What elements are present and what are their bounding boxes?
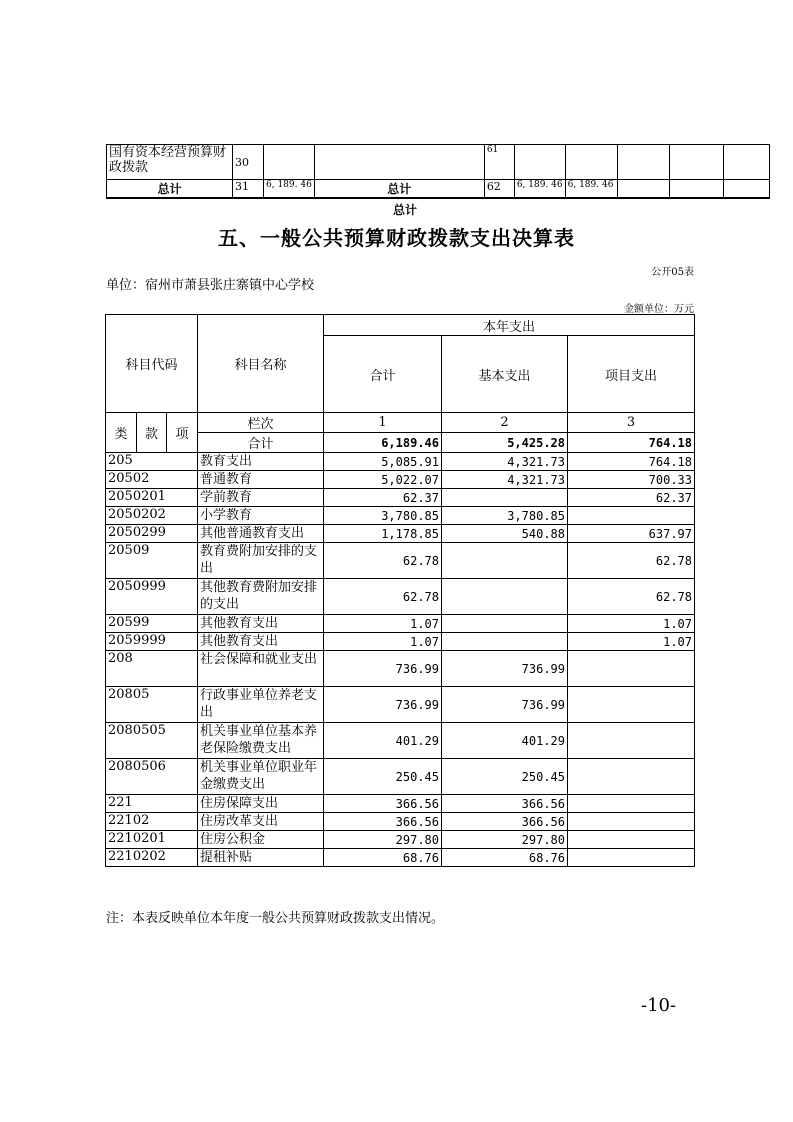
basic-value xyxy=(442,615,568,633)
table-row xyxy=(106,543,695,579)
subject-name: 提租补贴 xyxy=(198,849,324,867)
subject-code: 2050999 xyxy=(106,579,198,615)
subject-code: 2050201 xyxy=(106,489,198,507)
subject-code: 20509 xyxy=(106,543,198,579)
basic-value: 297.80 xyxy=(442,831,568,849)
total-value: 366.56 xyxy=(324,795,442,813)
sum-basic: 5,425.28 xyxy=(442,433,568,453)
header-lei: 类 xyxy=(106,413,137,453)
table-row xyxy=(106,633,695,651)
header-col3: 3 xyxy=(568,413,695,433)
row-number: 31 xyxy=(233,180,264,199)
subject-name: 社会保障和就业支出 xyxy=(198,651,324,687)
subject-name: 住房公积金 xyxy=(198,831,324,849)
basic-value xyxy=(442,633,568,651)
project-value: 62.37 xyxy=(568,489,695,507)
page-number: -10- xyxy=(641,995,677,1016)
project-value xyxy=(568,687,695,723)
basic-value: 68.76 xyxy=(442,849,568,867)
subject-name: 教育费附加安排的支出 xyxy=(198,543,324,579)
table-row xyxy=(106,489,695,507)
header-total: 合计 xyxy=(324,336,442,413)
subject-name: 住房改革支出 xyxy=(198,813,324,831)
header-year-spend: 本年支出 xyxy=(324,315,695,336)
basic-value: 4,321.73 xyxy=(442,453,568,471)
table-row xyxy=(106,471,695,489)
total-value: 250.45 xyxy=(324,759,442,795)
project-value: 1.07 xyxy=(568,615,695,633)
total-label: 总计 xyxy=(314,180,484,199)
header-basic: 基本支出 xyxy=(442,336,568,413)
total-value: 366.56 xyxy=(324,813,442,831)
amount-unit-label: 金额单位：万元 xyxy=(624,304,694,315)
row-number: 62 xyxy=(484,180,514,199)
basic-value: 250.45 xyxy=(442,759,568,795)
page-title: 五、一般公共预算财政拨款支出决算表 xyxy=(218,226,575,250)
project-value xyxy=(568,795,695,813)
subject-name: 其他教育支出 xyxy=(198,633,324,651)
table-row xyxy=(106,849,695,867)
subject-code: 2050299 xyxy=(106,525,198,543)
overflow-total-label: 总计 xyxy=(393,203,418,217)
basic-value xyxy=(442,579,568,615)
subject-code: 2050202 xyxy=(106,507,198,525)
subject-code: 2210201 xyxy=(106,831,198,849)
subject-name: 住房保障支出 xyxy=(198,795,324,813)
form-number: 公开05表 xyxy=(651,267,694,278)
basic-value: 401.29 xyxy=(442,723,568,759)
project-value xyxy=(568,651,695,687)
project-value xyxy=(568,813,695,831)
project-value xyxy=(568,507,695,525)
subject-code: 20599 xyxy=(106,615,198,633)
sum-total: 6,189.46 xyxy=(324,433,442,453)
subject-name: 机关事业单位职业年金缴费支出 xyxy=(198,759,324,795)
row-number: 61 xyxy=(484,145,514,180)
subject-code: 22102 xyxy=(106,813,198,831)
table-row xyxy=(106,579,695,615)
total-value: 62.37 xyxy=(324,489,442,507)
basic-value: 540.88 xyxy=(442,525,568,543)
header-xiang: 项 xyxy=(167,413,198,453)
total-value: 736.99 xyxy=(324,687,442,723)
subject-code: 2080506 xyxy=(106,759,198,795)
table-row xyxy=(106,615,695,633)
header-project: 项目支出 xyxy=(568,336,695,413)
total-label: 总计 xyxy=(107,180,233,199)
table-row xyxy=(106,831,695,849)
total-value: 1.07 xyxy=(324,615,442,633)
project-value: 62.78 xyxy=(568,579,695,615)
subject-name: 普通教育 xyxy=(198,471,324,489)
subject-code: 20502 xyxy=(106,471,198,489)
project-value: 62.78 xyxy=(568,543,695,579)
header-name: 科目名称 xyxy=(198,315,324,413)
subject-name: 其他教育费附加安排的支出 xyxy=(198,579,324,615)
footnote: 注：本表反映单位本年度一般公共预算财政拨款支出情况。 xyxy=(106,911,445,926)
table-row xyxy=(106,759,695,795)
subject-code: 2210202 xyxy=(106,849,198,867)
subject-code: 2080505 xyxy=(106,723,198,759)
basic-value: 366.56 xyxy=(442,813,568,831)
project-value: 764.18 xyxy=(568,453,695,471)
total-value: 6, 189. 46 xyxy=(514,180,565,199)
subject-code: 205 xyxy=(106,453,198,471)
total-value: 1,178.85 xyxy=(324,525,442,543)
total-value: 5,085.91 xyxy=(324,453,442,471)
basic-value: 736.99 xyxy=(442,651,568,687)
row-number: 30 xyxy=(233,145,264,180)
project-value: 637.97 xyxy=(568,525,695,543)
total-value: 68.76 xyxy=(324,849,442,867)
table-row xyxy=(106,651,695,687)
table-row xyxy=(106,813,695,831)
total-value: 297.80 xyxy=(324,831,442,849)
expenditure-table xyxy=(105,314,695,867)
total-value: 6, 189. 46 xyxy=(264,180,315,199)
table-row xyxy=(106,795,695,813)
project-value xyxy=(568,759,695,795)
basic-value xyxy=(442,543,568,579)
table-row xyxy=(106,723,695,759)
subject-name: 机关事业单位基本养老保险缴费支出 xyxy=(198,723,324,759)
unit-label: 单位：宿州市萧县张庄寨镇中心学校 xyxy=(106,278,315,293)
subject-code: 221 xyxy=(106,795,198,813)
sum-label: 合计 xyxy=(198,433,324,453)
subject-name: 小学教育 xyxy=(198,507,324,525)
total-value: 5,022.07 xyxy=(324,471,442,489)
table-row xyxy=(106,687,695,723)
project-value: 700.33 xyxy=(568,471,695,489)
table-row xyxy=(106,525,695,543)
header-col1: 1 xyxy=(324,413,442,433)
project-value xyxy=(568,849,695,867)
project-value: 1.07 xyxy=(568,633,695,651)
subject-name: 学前教育 xyxy=(198,489,324,507)
total-value: 3,780.85 xyxy=(324,507,442,525)
subject-code: 20805 xyxy=(106,687,198,723)
basic-value: 4,321.73 xyxy=(442,471,568,489)
table-row xyxy=(106,507,695,525)
project-value xyxy=(568,723,695,759)
table-row xyxy=(106,453,695,471)
basic-value: 366.56 xyxy=(442,795,568,813)
previous-table-tail xyxy=(106,144,770,199)
header-lanci: 栏次 xyxy=(198,413,324,433)
basic-value xyxy=(442,489,568,507)
subject-name: 其他普通教育支出 xyxy=(198,525,324,543)
subject-code: 208 xyxy=(106,651,198,687)
total-value: 62.78 xyxy=(324,579,442,615)
subject-name: 行政事业单位养老支出 xyxy=(198,687,324,723)
total-value: 401.29 xyxy=(324,723,442,759)
basic-value: 3,780.85 xyxy=(442,507,568,525)
subject-name: 教育支出 xyxy=(198,453,324,471)
project-value xyxy=(568,831,695,849)
subject-name: 其他教育支出 xyxy=(198,615,324,633)
total-value: 6, 189. 46 xyxy=(565,180,617,199)
total-value: 1.07 xyxy=(324,633,442,651)
header-col2: 2 xyxy=(442,413,568,433)
total-value: 736.99 xyxy=(324,651,442,687)
header-code: 科目代码 xyxy=(106,315,198,413)
total-value: 62.78 xyxy=(324,543,442,579)
sum-project: 764.18 xyxy=(568,433,695,453)
subject-code: 2059999 xyxy=(106,633,198,651)
basic-value: 736.99 xyxy=(442,687,568,723)
row-label: 国有资本经营预算财政拨款 xyxy=(107,145,233,180)
header-kuan: 款 xyxy=(137,413,167,453)
